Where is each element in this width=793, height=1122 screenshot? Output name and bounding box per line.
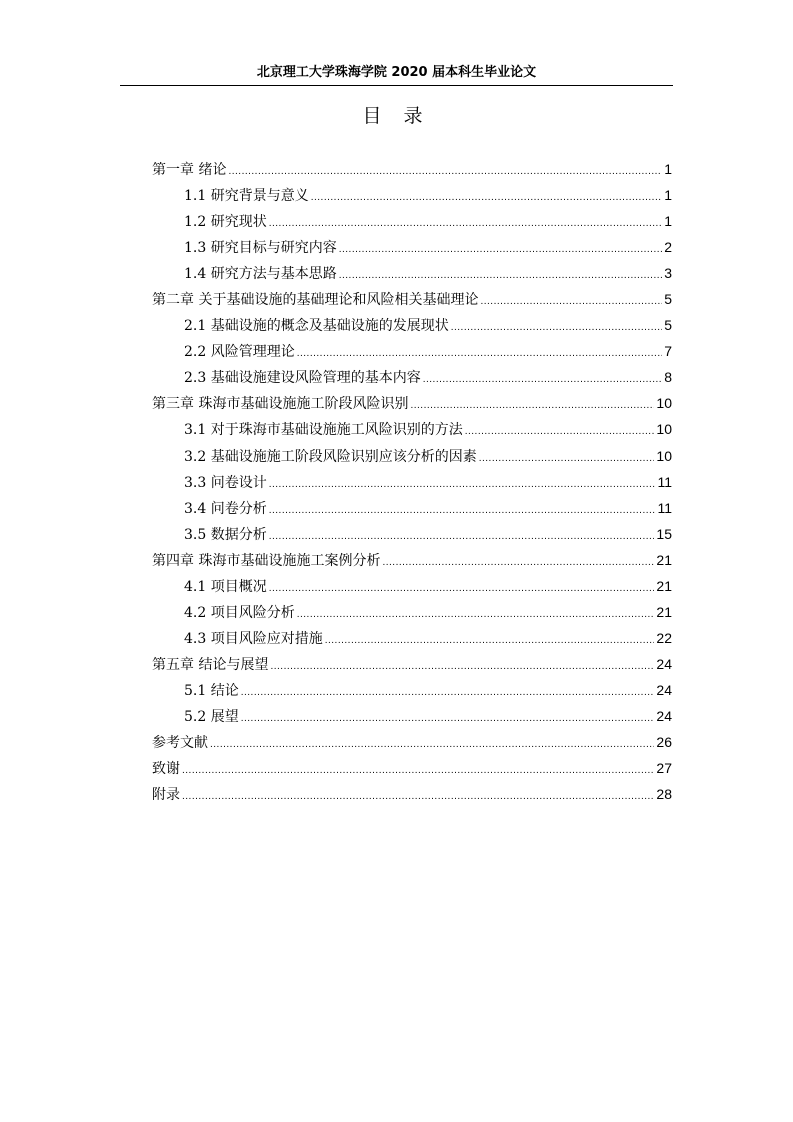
toc-entry-label: 3.3 问卷设计 (184, 474, 267, 491)
toc-page-number: 10 (656, 395, 672, 412)
toc-dot-leader (410, 393, 654, 419)
toc-dot-leader (325, 628, 655, 654)
toc-entry-label: 1.2 研究现状 (184, 214, 267, 231)
toc-chapter-entry[interactable] (152, 390, 672, 416)
toc-page-number: 24 (656, 681, 672, 698)
toc-page-number: 22 (656, 629, 672, 646)
toc-entry-label: 5.1 结论 (184, 682, 239, 699)
toc-page-number: 2 (664, 239, 672, 256)
toc-page-number: 24 (656, 707, 672, 724)
toc-page-number: 28 (656, 786, 672, 803)
toc-entry-label: 4.3 项目风险应对措施 (184, 630, 323, 647)
toc-section-entry[interactable] (152, 364, 672, 390)
toc-section-entry[interactable] (152, 599, 672, 625)
toc-page-number: 24 (656, 655, 672, 672)
toc-dot-leader (382, 550, 654, 576)
toc-entry-label: 第五章 结论与展望 (152, 656, 269, 673)
toc-entry-label: 第三章 珠海市基础设施施工阶段风险识别 (152, 396, 409, 413)
toc-page-number: 26 (656, 734, 672, 751)
toc-dot-leader (339, 237, 662, 263)
toc-chapter-entry[interactable] (152, 729, 672, 755)
toc-section-entry[interactable] (152, 469, 672, 495)
toc-entry-label: 5.2 展望 (184, 708, 239, 725)
toc-section-entry[interactable] (152, 625, 672, 651)
toc-section-entry[interactable] (152, 312, 672, 338)
toc-dot-leader (182, 758, 654, 784)
toc-dot-leader (339, 263, 662, 289)
toc-page-number: 1 (664, 213, 672, 230)
toc-page-number: 21 (656, 603, 672, 620)
toc-section-entry[interactable] (152, 182, 672, 208)
toc-chapter-entry[interactable] (152, 286, 672, 312)
toc-entry-label: 1.4 研究方法与基本思路 (184, 266, 337, 283)
toc-dot-leader (241, 680, 655, 706)
toc-page-number: 5 (664, 291, 672, 308)
toc-page-number: 11 (657, 473, 672, 490)
toc-entry-label: 2.1 基础设施的概念及基础设施的发展现状 (184, 318, 449, 335)
toc-page-number: 21 (656, 551, 672, 568)
toc-entry-label: 3.4 问卷分析 (184, 500, 267, 517)
toc-page-number: 10 (656, 421, 672, 438)
toc-dot-leader (423, 367, 662, 393)
toc-title: 目 录 (362, 105, 431, 127)
toc-section-entry[interactable] (152, 703, 672, 729)
toc-dot-leader (241, 706, 655, 732)
toc-entry-label: 第二章 关于基础设施的基础理论和风险相关基础理论 (152, 292, 479, 309)
toc-section-entry[interactable] (152, 338, 672, 364)
toc-entry-label: 致谢 (152, 761, 180, 778)
toc-entry-label: 1.1 研究背景与意义 (184, 188, 309, 205)
toc-entry-label: 1.3 研究目标与研究内容 (184, 240, 337, 257)
toc-section-entry[interactable] (152, 260, 672, 286)
toc-section-entry[interactable] (152, 573, 672, 599)
toc-chapter-entry[interactable] (152, 156, 672, 182)
toc-entry-label: 2.2 风险管理理论 (184, 344, 295, 361)
toc-entry-label: 附录 (152, 787, 180, 804)
toc-entry-label: 3.1 对于珠海市基础设施施工风险识别的方法 (184, 422, 463, 439)
toc-entry-label: 2.3 基础设施建设风险管理的基本内容 (184, 370, 421, 387)
toc-page-number: 27 (656, 760, 672, 777)
toc-dot-leader (269, 211, 662, 237)
toc-page-number: 10 (656, 447, 672, 464)
toc-entry-label: 第四章 珠海市基础设施施工案例分析 (152, 552, 381, 569)
toc-dot-leader (451, 315, 662, 341)
toc-chapter-entry[interactable] (152, 781, 672, 807)
toc-dot-leader (311, 185, 662, 211)
toc-entry-label: 参考文献 (152, 735, 208, 752)
toc-chapter-entry[interactable] (152, 755, 672, 781)
toc-page-number: 7 (664, 343, 672, 360)
toc-dot-leader (465, 419, 655, 445)
toc-entry-label: 4.1 项目概况 (184, 578, 267, 595)
toc-page-number: 15 (656, 525, 672, 542)
toc-page-number: 8 (664, 369, 672, 386)
toc-section-entry[interactable] (152, 416, 672, 442)
toc-dot-leader (297, 341, 662, 367)
toc-dot-leader (228, 159, 662, 185)
header-text: 北京理工大学珠海学院 2020 届本科生毕业论文 (256, 65, 537, 80)
toc-dot-leader (182, 784, 654, 810)
toc-section-entry[interactable] (152, 208, 672, 234)
toc-dot-leader (269, 524, 655, 550)
toc-entry-label: 第一章 绪论 (152, 162, 227, 178)
toc-section-entry[interactable] (152, 521, 672, 547)
toc-entry-label: 3.2 基础设施施工阶段风险识别应该分析的因素 (184, 448, 477, 465)
toc-section-entry[interactable] (152, 443, 672, 469)
toc-dot-leader (269, 498, 656, 524)
page-header (120, 60, 673, 86)
toc-dot-leader (297, 602, 655, 628)
toc-dot-leader (269, 472, 656, 498)
toc-dot-leader (479, 446, 655, 472)
toc-chapter-entry[interactable] (152, 547, 672, 573)
toc-page-number: 5 (664, 317, 672, 334)
toc-dot-leader (269, 576, 655, 602)
toc-section-entry[interactable] (152, 495, 672, 521)
toc-section-entry[interactable] (152, 234, 672, 260)
toc-entry-label: 3.5 数据分析 (184, 526, 267, 543)
table-of-contents (152, 156, 672, 807)
toc-page-number: 3 (664, 265, 672, 282)
toc-dot-leader (270, 654, 654, 680)
toc-page-number: 1 (664, 187, 672, 204)
toc-section-entry[interactable] (152, 677, 672, 703)
toc-entry-label: 4.2 项目风险分析 (184, 604, 295, 621)
toc-dot-leader (210, 732, 654, 758)
toc-page-number: 1 (664, 161, 672, 177)
toc-page-number: 21 (656, 577, 672, 594)
toc-page-number: 11 (657, 499, 672, 516)
toc-dot-leader (480, 289, 662, 315)
toc-chapter-entry[interactable] (152, 651, 672, 677)
